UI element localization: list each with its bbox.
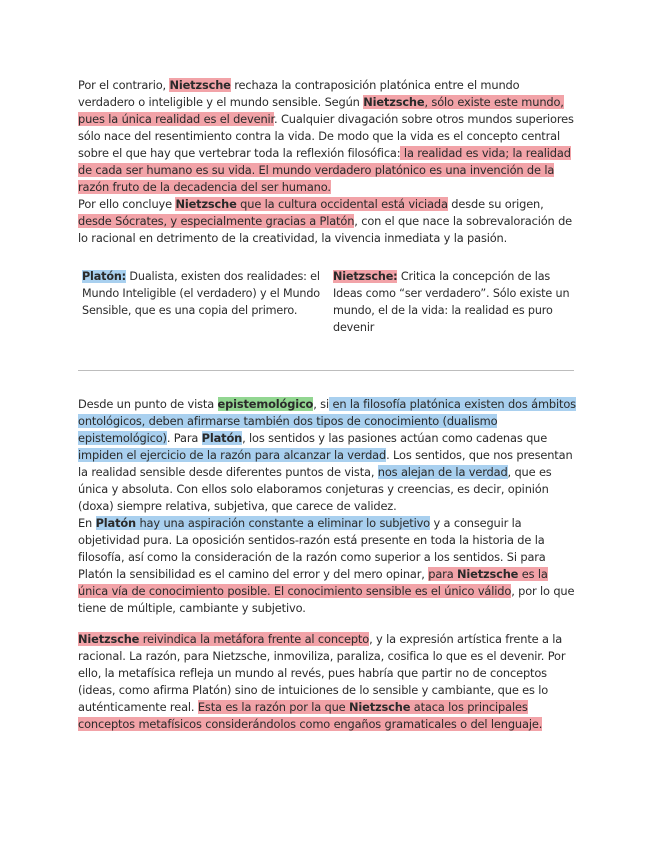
column-nietzsche-summary [333,268,573,336]
horizontal-divider [78,370,574,371]
highlight-red: reivindica la metáfora frente al concepto [139,632,370,646]
text: , por lo que tiene de múltiple, cambiante y subjetivo. [78,584,575,615]
text: , y la expresión artística frente a la racional. La razón, para Nietzsche, inmoviliza, paraliza, cosifica lo que es el devenir. Por ello, la metafísica refleja un mundo al revés, pues habría que partir no de conceptos (ideas, como afirma Platón) sino de intuiciones de lo sensible y cambiante, que es lo auténticamente real. [78,632,566,714]
paragraph-metaphor [78,631,576,733]
highlight-red: para [428,567,457,581]
highlight-red: ataca los principales conceptos metafísicos considerándolos como engaños gramaticales o del lenguaje. [78,700,543,731]
highlight-red: Esta es la razón por la que [197,700,350,714]
highlight-red: desde Sócrates, y especialmente gracias a Platón [78,214,355,228]
column-text: Critica la concepción de las Ideas como “ser verdadero”. Sólo existe un mundo, el de la vida: la realidad es puro devenir [333,270,570,334]
text: Desde un punto de vista [78,397,218,411]
highlight-red: la realidad es vida; la realidad de cada ser humano es su vida. El mundo verdadero platónico es una invención de la razón fruto de la decadencia del ser humano. [78,146,571,194]
text: En [78,516,96,530]
highlight-red: que la cultura occidental está viciada [236,197,448,211]
text: Por el contrario, [78,78,170,92]
highlight-red: , sólo existe este mundo, pues la única realidad es el devenir [78,95,564,126]
highlight-green: epistemológico [217,397,314,411]
highlight-name: Nietzsche [363,95,425,109]
highlight-name: Nietzsche [169,78,231,92]
text: . Para [166,431,202,445]
highlight-name: Platón [201,431,243,445]
text: , con el que nace la sobrevaloración de lo racional en detrimento de la creatividad, la vivencia inmediata y la pasión. [78,214,573,245]
highlight-name: Nietzsche [349,700,411,714]
text: , los sentidos y las pasiones actúan como cadenas que [242,431,548,445]
column-platon-summary [82,268,322,319]
text: , que es única y absoluta. Con ellos solo elaboramos conjeturas y creencias, es decir, opinión (doxa) siempre relativa, subjetiva, que carece de validez. [78,465,552,513]
column-label: Nietzsche: [333,270,398,283]
highlight-name: Nietzsche [175,197,237,211]
paragraph-nietzsche-intro [78,77,576,247]
text: y a conseguir la objetividad pura. La oposición sentidos-razón está presente en toda la historia de la filosofía, así como la consideración de la razón como superior a los sentidos. Si para Platón la sensibilidad es el camino del error y del mero opinar, [78,516,546,581]
text: desde su origen, [447,197,544,211]
highlight-name: Nietzsche [78,632,140,646]
highlight-blue: nos alejan de la verdad [377,465,508,479]
highlight-name: Platón [95,516,137,530]
text: rechaza la contraposición platónica entre el mundo verdadero o inteligible y el mundo sensible. Según [78,78,520,109]
text: . Los sentidos, que nos presentan la realidad sensible desde diferentes puntos de vista, [78,448,573,479]
highlight-blue: en la filosofía platónica existen dos ámbitos ontológicos, deben afirmarse también dos tipos de conocimiento (dualismo epistemológico) [78,397,576,445]
paragraph-epistemology [78,396,576,617]
column-text: Dualista, existen dos realidades: el Mundo Inteligible (el verdadero) y el Mundo Sensible, que es una copia del primero. [82,270,321,317]
text: . Cualquier divagación sobre otros mundos superiores sólo nace del resentimiento contra la vida. De modo que la vida es el concepto central sobre el que hay que vertebrar toda la reflexión filosófica: [78,112,574,160]
text: , si [313,397,329,411]
highlight-blue: impiden el ejercicio de la razón para alcanzar la verdad [78,448,387,462]
highlight-red: es la única vía de conocimiento posible. El conocimiento sensible es el único válido [78,567,548,598]
highlight-blue: hay una aspiración constante a eliminar lo subjetivo [136,516,430,530]
text: Por ello concluye [78,197,176,211]
column-label: Platón: [82,270,127,283]
highlight-name: Nietzsche [457,567,519,581]
